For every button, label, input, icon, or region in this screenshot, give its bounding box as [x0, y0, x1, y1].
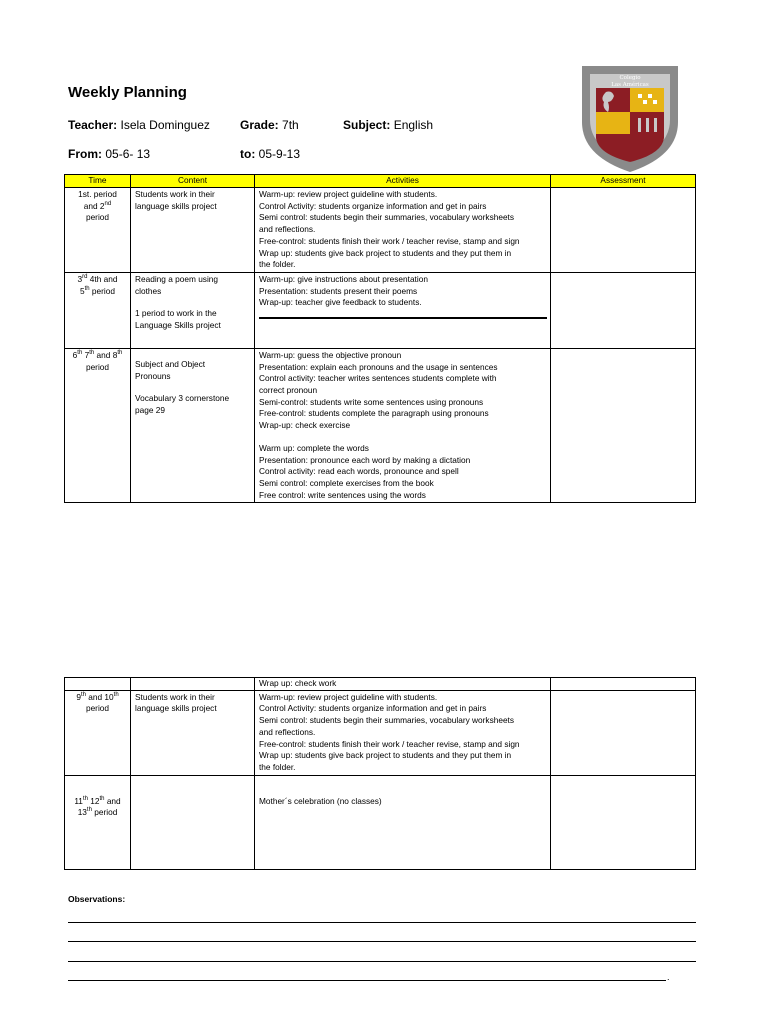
teacher-field [68, 118, 210, 132]
planning-table-continued [64, 677, 696, 870]
time-cell: 6th 7th and 8th period [65, 348, 131, 502]
header-content: Content [131, 175, 255, 188]
table-row [65, 678, 696, 691]
from-label: From: [68, 147, 102, 161]
content-cell: Students work in their language skills project [131, 690, 255, 775]
observations-label: Observations: [68, 894, 126, 904]
content-cell [131, 678, 255, 691]
grade-value: 7th [282, 118, 299, 132]
time-cell: 9th and 10th period [65, 690, 131, 775]
assessment-cell [551, 272, 696, 348]
subject-value: English [393, 118, 434, 132]
assessment-cell [551, 690, 696, 775]
activities-cell: Warm-up: review project guideline with students. Control Activity: students organize information and get in pairs Semi control: students begin their summaries, vocabulary worksheets and reflections. Free-control: students finish their work / teacher revise, stamp and sign Wrap up: students give back project to students and they put them in the folder. [255, 188, 551, 273]
time-cell: 1st. period and 2nd period [65, 188, 131, 273]
to-label: to: [240, 147, 256, 161]
assessment-cell [551, 678, 696, 691]
activities-cell: Warm-up: give instructions about presentation Presentation: students present their poems Wrap-up: teacher give feedback to students. [255, 272, 551, 348]
from-value: 05-6- 13 [105, 147, 151, 161]
time-cell: 11th 12th and 13th period [65, 775, 131, 869]
observations-end-mark: . [667, 972, 670, 982]
divider-line [259, 317, 547, 319]
teacher-value: Isela Dominguez [120, 118, 210, 132]
time-cell [65, 678, 131, 691]
crest-text-1: Colegio [619, 75, 641, 81]
header-activities: Activities [255, 175, 551, 188]
table-row [65, 348, 696, 502]
observation-line [68, 941, 696, 942]
assessment-cell [551, 775, 696, 869]
to-value: 05-9-13 [258, 147, 301, 161]
crest-text-2: Las Américas [611, 82, 649, 88]
planning-table [64, 174, 696, 503]
content-cell: Students work in their language skills project [131, 188, 255, 273]
table-row [65, 188, 696, 273]
content-cell: Subject and Object Pronouns Vocabulary 3 cornerstone page 29 [131, 348, 255, 502]
subject-field [343, 118, 433, 132]
time-cell: 3rd 4th and 5th period [65, 272, 131, 348]
assessment-cell [551, 348, 696, 502]
activities-cell: Warm-up: review project guideline with students. Control Activity: students organize information and get in pairs Semi control: students begin their summaries, vocabulary worksheets and reflections. Free-control: students finish their work / teacher revise, stamp and sign Wrap up: students give back project to students and they put them in the folder. [255, 690, 551, 775]
page-title: Weekly Planning [68, 84, 187, 101]
teacher-label: Teacher: [68, 118, 118, 132]
table-row [65, 690, 696, 775]
activities-cell: Warm-up: guess the objective pronoun Presentation: explain each pronouns and the usage in sentences Control activity: teacher writes sentences students complete with correct pronoun Semi-control: students write some sentences using pronouns Free-control: students complete the paragraph using pronouns Wrap-up: check exercise Warm up: complete the words Presentation: pronounce each word by making a dictation Control activity: read each words, pronounce and spell Semi control: complete exercises from the book Free control: write sentences using the words [255, 348, 551, 502]
observation-line [68, 961, 696, 962]
table-row [65, 272, 696, 348]
header-time: Time [65, 175, 131, 188]
content-cell: Reading a poem using clothes 1 period to work in the Language Skills project [131, 272, 255, 348]
grade-field [240, 118, 299, 132]
table-header-row [65, 175, 696, 188]
to-field [240, 147, 300, 161]
school-crest-logo [578, 60, 682, 174]
assessment-cell [551, 188, 696, 273]
subject-label: Subject: [343, 118, 391, 132]
table-row [65, 775, 696, 869]
observation-line [68, 922, 696, 923]
activities-cell: Wrap up: check work [255, 678, 551, 691]
observation-line [68, 980, 666, 981]
grade-label: Grade: [240, 118, 279, 132]
activities-cell: Mother´s celebration (no classes) [255, 775, 551, 869]
content-cell [131, 775, 255, 869]
header-assessment: Assessment [551, 175, 696, 188]
from-field [68, 147, 150, 161]
